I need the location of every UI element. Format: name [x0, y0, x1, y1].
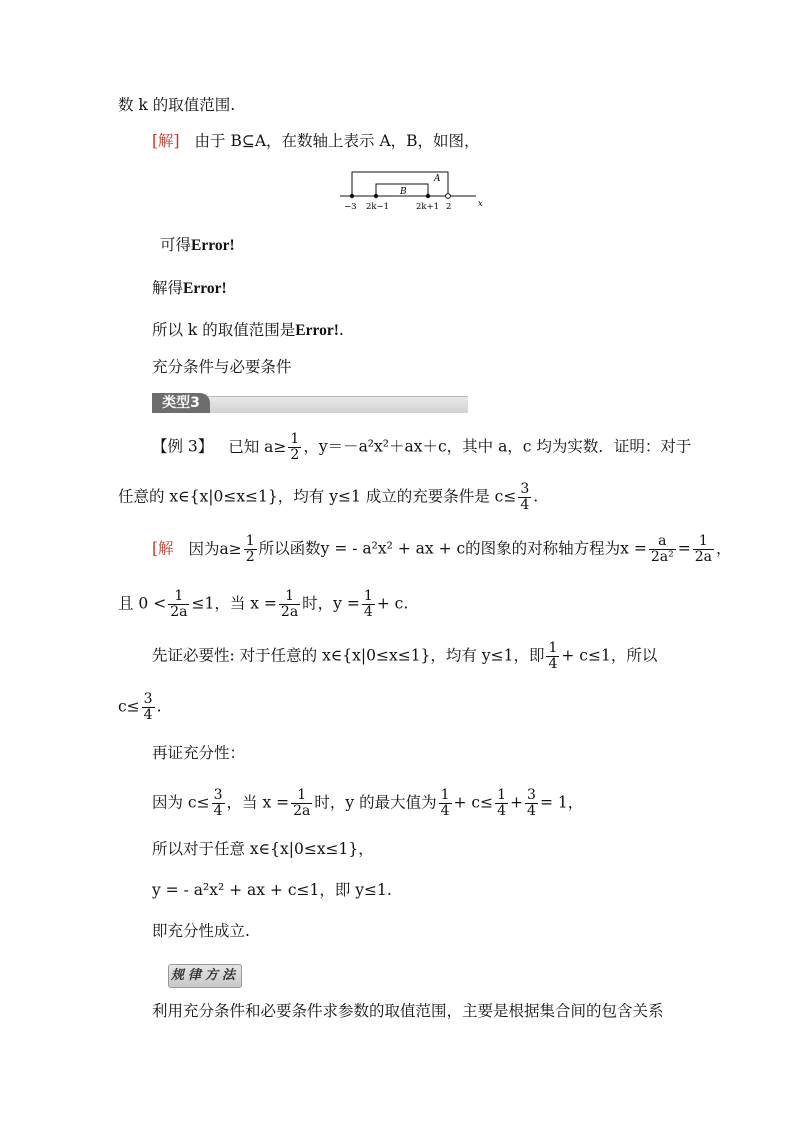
sufficiency-title: 再证充分性： [152, 744, 246, 762]
fraction: $\frac{1}{2}$ [245, 533, 255, 565]
tick-label-3: 2 [446, 202, 452, 212]
paragraph-for-any-x: 所以对于任意 x∈{x|0≤x≤1}， [152, 840, 374, 858]
label-b: B [400, 187, 407, 197]
paragraph-y-inequality: y = - a²x² + ax + c≤1，即 y≤1. [152, 881, 392, 899]
necessity-line-2: c≤ $\frac{3}{4}$ . [118, 691, 162, 723]
solution-1-text: 由于 B⊆A，在数轴上表示 A，B，如图， [194, 132, 480, 150]
fraction: $\frac{3}{4}$ [143, 691, 153, 723]
solution-3-line-2: 且 0 < $\frac{1}{2a}$ ≤1，当 x = $\frac{1}{2a}$ 时，y = $\frac{1}{4}$ + c. [118, 588, 409, 620]
fraction: $\frac{1}{2a}$ [293, 787, 311, 819]
fraction: $\frac{3}{4}$ [213, 787, 223, 819]
error-text: Error! [295, 322, 339, 339]
error-text: Error! [191, 237, 235, 254]
point-2k-minus-1 [374, 194, 378, 198]
paragraph-conclusion: 即充分性成立. [152, 922, 250, 940]
tick-label-2: 2k+1 [416, 202, 440, 212]
axis-label-x: x [478, 199, 483, 209]
fraction: $\frac{a}{\text{2a²}}$ [650, 533, 674, 565]
fraction: $\frac{3}{4}$ [527, 787, 536, 819]
tick-label-1: 2k−1 [366, 202, 390, 212]
example-3-line-1: 【例 3】 已知 a≥ $\frac{1}{2}$ ，y＝－a²x²＋ax＋c，其中 a，c 均为实数．证明：对于 [152, 431, 692, 463]
type-tab: 类型3 [152, 393, 210, 413]
example-tag: 【例 3】 [152, 437, 214, 456]
necessity-line-1: 先证必要性: 对于任意的 x∈{x|0≤x≤1}，均有 y≤1，即 $\frac{1}{4}$ + c≤1，所以 [152, 640, 658, 672]
sufficiency-line: 因为 c≤ $\frac{3}{4}$ ，当 x = $\frac{1}{2a}$ 时，y 的最大值为 $\frac{1}{4}$ + c≤ $\frac{1}{4}$ + $\frac{3}{4}$ = 1， [152, 787, 584, 819]
paragraph-jiede: 解得Error! [152, 279, 227, 297]
fraction: $\frac{3}{4}$ [520, 481, 530, 513]
point-2k-plus-1 [426, 194, 430, 198]
fraction: $\frac{1}{2a}$ [694, 533, 712, 565]
number-line-figure [336, 166, 496, 214]
fraction: $\frac{1}{2a}$ [280, 588, 299, 620]
point-minus-3 [350, 194, 354, 198]
paragraph-range-of-k: 数 k 的取值范围. [118, 96, 236, 114]
fraction: $\frac{1}{2a}$ [170, 588, 188, 620]
solution-tag: [解] [152, 132, 180, 150]
paragraph-method: 利用充分条件和必要条件求参数的取值范围，主要是根据集合间的包含关系 [152, 1002, 664, 1020]
solution-1 [152, 130, 480, 152]
tick-label-0: −3 [344, 202, 357, 212]
label-a: A [434, 174, 441, 184]
fraction: $\frac{1}{4}$ [497, 787, 507, 819]
fraction: $\frac{1}{4}$ [548, 640, 558, 672]
solution-tag: [解 [152, 539, 174, 558]
point-2-open [446, 194, 451, 199]
paragraph-kede: 可得Error! [160, 236, 235, 254]
fraction: $\frac{1}{4}$ [363, 588, 373, 620]
fraction: $\frac{1}{4}$ [440, 787, 450, 819]
fraction: $\frac{1}{2}$ [290, 431, 300, 463]
section-title: 充分条件与必要条件 [152, 358, 292, 376]
method-badge: 规律方法 [168, 964, 242, 988]
paragraph-range-result: 所以 k 的取值范围是Error!. [152, 321, 344, 339]
example-3-line-2: 任意的 x∈{x|0≤x≤1}，均有 y≤1 成立的充要条件是 c≤ $\frac{3}{4}$ . [118, 481, 539, 513]
solution-3-line-1: [解 因为a≥ $\frac{1}{2}$ 所以函数y = - a²x² + ax + c的图象的对称轴方程为x = $\frac{a}{\text{2a²}}$ = $\frac{1}{2a}$ ， [152, 533, 732, 565]
error-text: Error! [183, 280, 227, 297]
